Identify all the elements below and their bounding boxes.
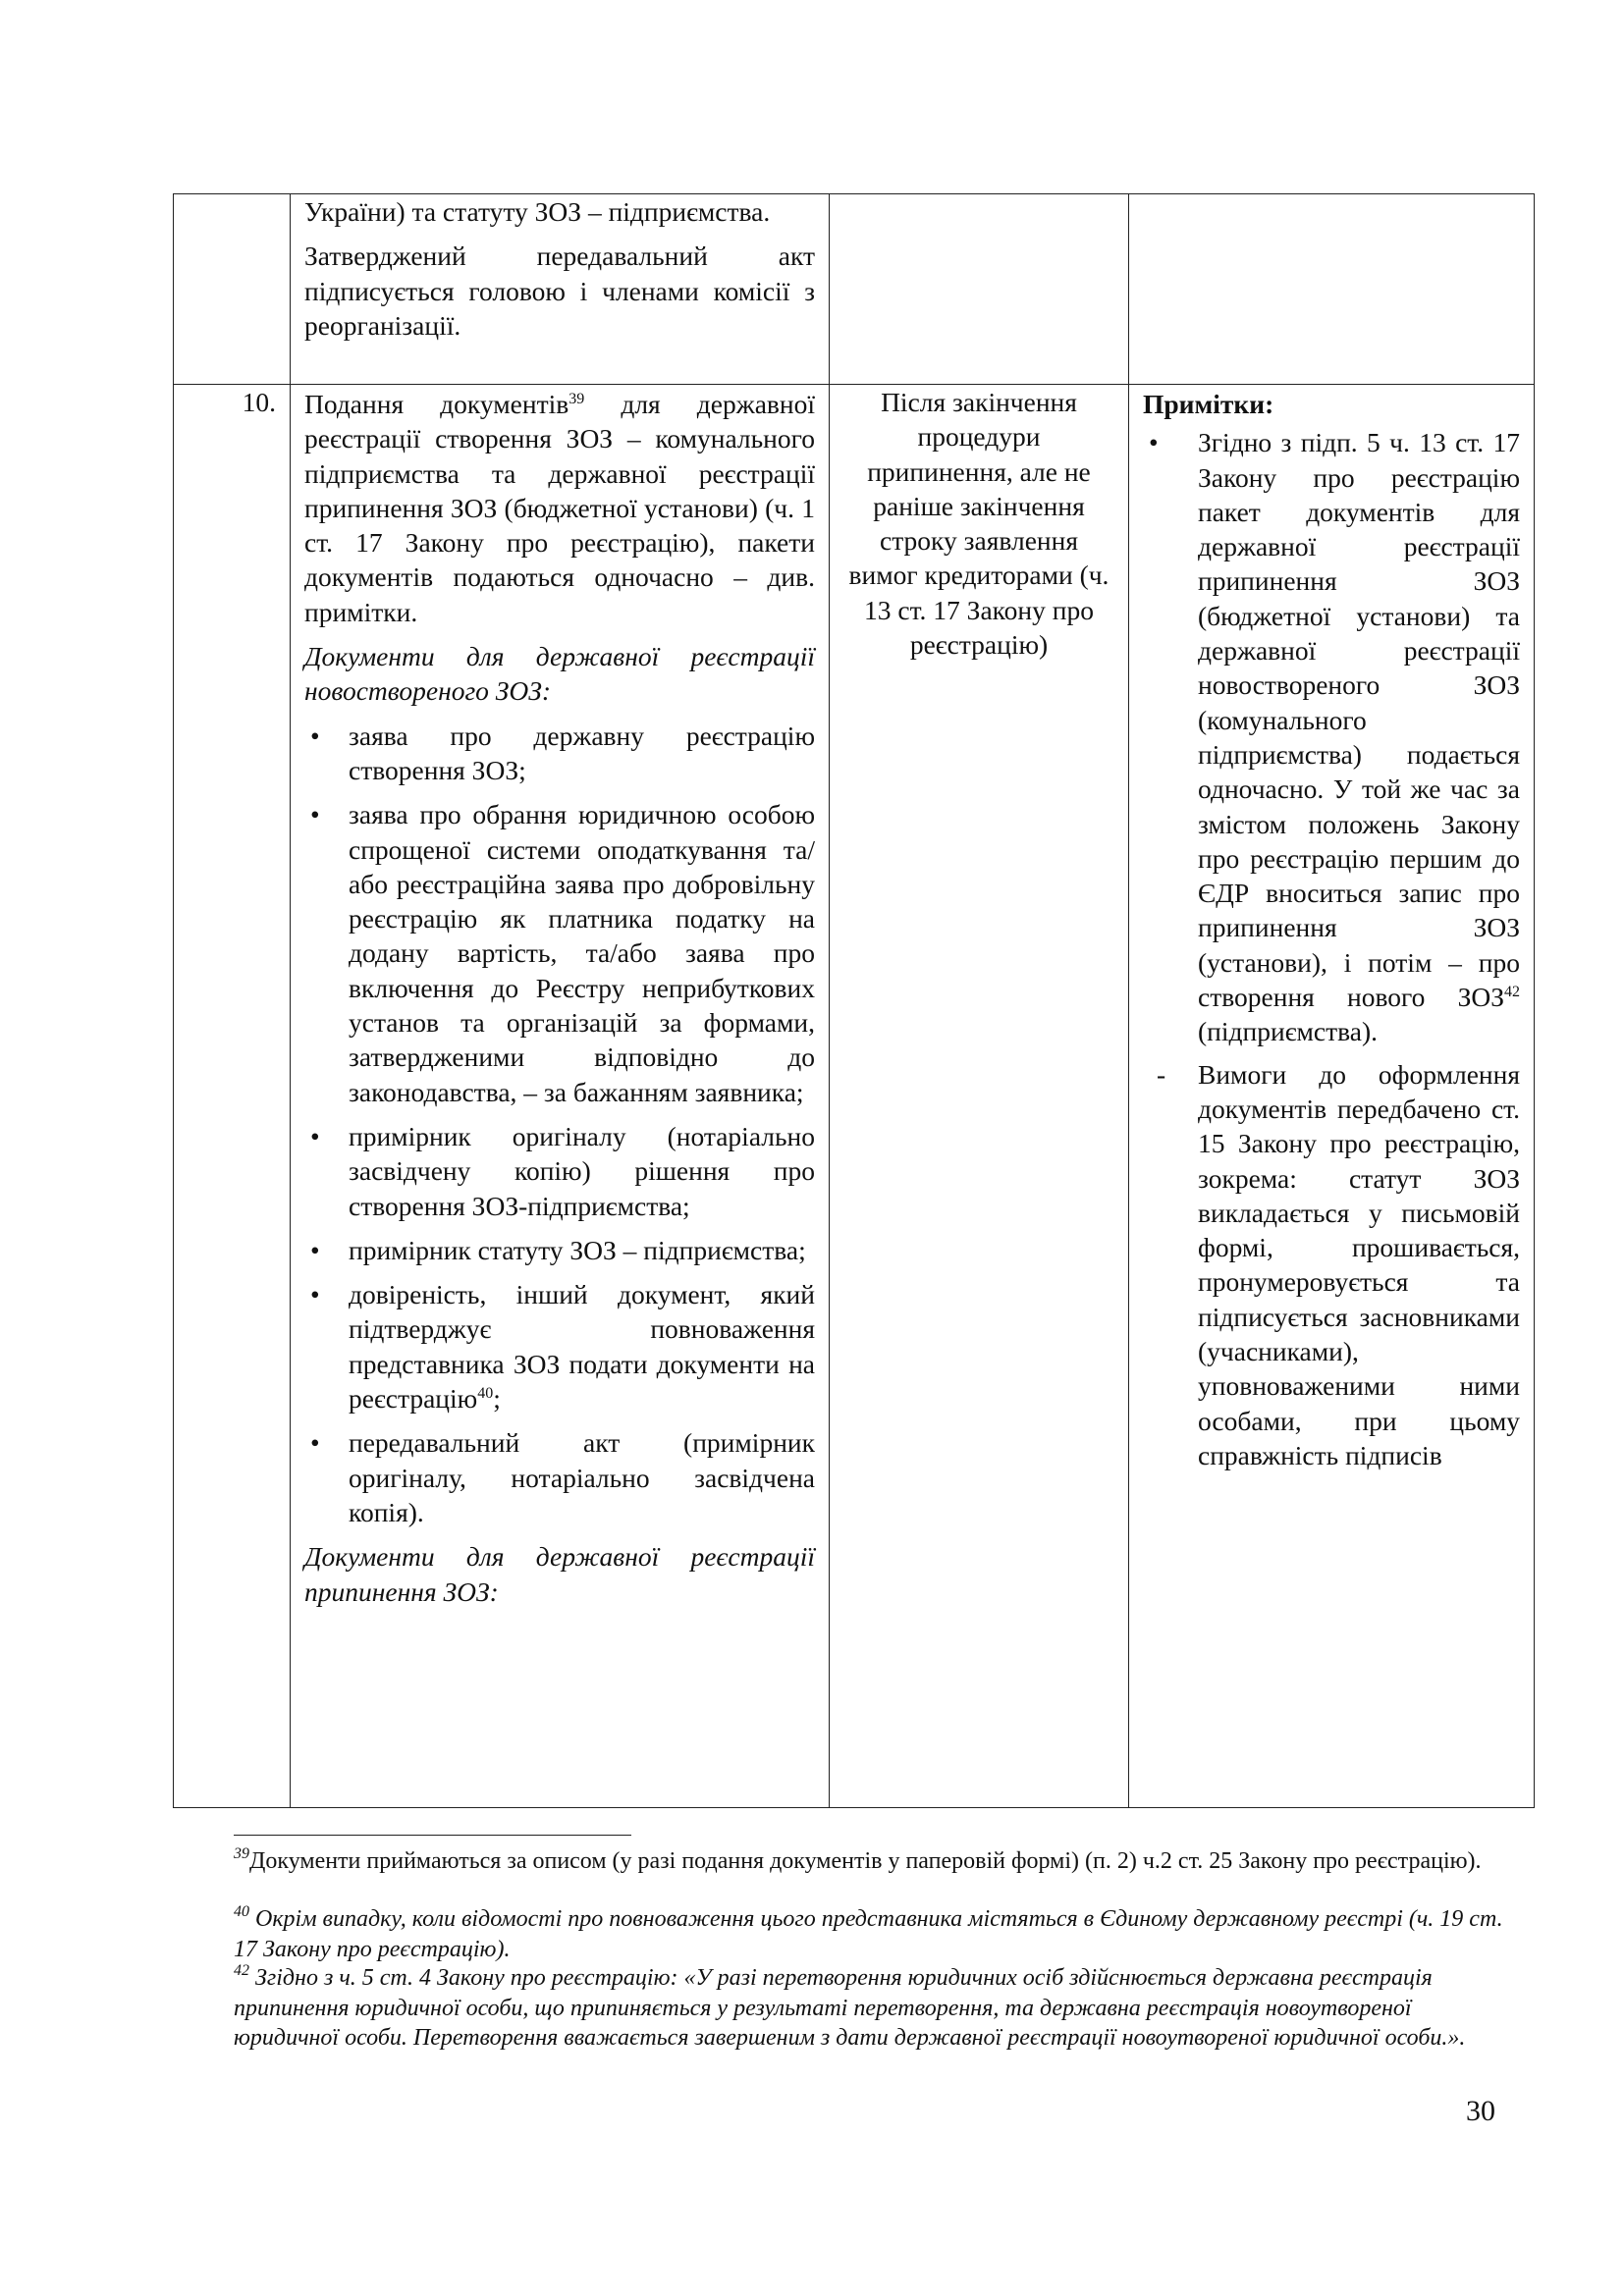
footnote: $^{42}$ Згідно з ч. 5 ст. 4 Закону про реєстрацію: «У разі перетворення юридичних осіб здійснюється державна реєстрація припинення юридичної особи, що припиняється у результаті перетворення, та державна реєстрація новоутвореної юридичної особи. Перетворення вважається завершеним з дати державної реєстрації новоутвореної юридичної особи.». [234, 1962, 1466, 2051]
footnote: $^{40}$ Окрім випадку, коли відомості про повноваження цього представника містяться в Єдиному державному реєстрі (ч. 19 ст. 17 Закону про реєстрацію). [234, 1903, 1503, 1962]
description-cell [291, 385, 830, 1808]
footnote: $^{39}$Документи приймаються за описом (у разі подання документів у паперовій формі) (п. 2) ч.2 ст. 25 Закону про реєстрацію). [234, 1845, 1482, 1874]
row-number-cell [174, 194, 291, 385]
paragraph: України) та статуту ЗОЗ – підприємства. [304, 196, 771, 227]
notes-title: Примітки: [1143, 389, 1274, 419]
footnote-mark: 39 [234, 1845, 249, 1862]
list-item: • примірник оригіналу (нотаріально засвідчену копію) рішення про створення ЗОЗ-підприємства; [304, 1119, 815, 1223]
footnote-mark: 42 [234, 1962, 249, 1979]
list-item: - Вимоги до оформлення документів передбачено ст. 15 Закону про реєстрацію, зокрема: статут ЗОЗ викладається у письмовій формі, прошивається, пронумеровується та підписується засновниками (учасниками), уповноваженими ними особами, при цьому справжність підписів [1143, 1057, 1520, 1473]
document-list [304, 719, 815, 1530]
paragraph: Подання документів$^{39}$ для державної реєстрації створення ЗОЗ – комунального підприємства та державної реєстрації припинення ЗОЗ (бюджетної установи) (ч. 1 ст. 17 Закону про реєстрацію), пакети документів подаються одночасно – див. примітки. [304, 389, 816, 627]
table-row [174, 194, 1535, 385]
row-number: 10. [242, 387, 276, 417]
deadline-text: Після закінчення процедури припинення, але не раніше закінчення строку заявлення вимог кредиторами (ч. 13 ст. 17 Закону про реєстрацію) [848, 387, 1110, 661]
section-heading: Документи для державної реєстрації новоствореного ЗОЗ: [304, 641, 815, 707]
deadline-cell [830, 385, 1129, 1808]
description-cell [291, 194, 830, 385]
notes-cell [1129, 385, 1535, 1808]
footnote-ref: 42 [1504, 984, 1520, 1001]
paragraph: Затверджений передавальний акт підписується головою і членами комісії з реорганізації. [304, 240, 815, 341]
notes-cell [1129, 194, 1535, 385]
footnote-separator [234, 1835, 631, 1836]
footnote-mark: 40 [234, 1903, 249, 1920]
list-item: • довіреність, інший документ, який підтверджує повноваження представника ЗОЗ подати документи на реєстрацію$^{40}$; [304, 1277, 815, 1415]
list-item: • Згідно з підп. 5 ч. 13 ст. 17 Закону про реєстрацію пакет документів для державної реєстрації припинення ЗОЗ (бюджетної установи) та державної реєстрації новоствореного ЗОЗ (комунального підприємства) подається одночасно. У той же час за змістом положень Закону про реєстрацію першим до ЄДР вноситься запис про припинення ЗОЗ (установи), і потім – про створення нового ЗОЗ$^{42}$ (підприємства). [1143, 425, 1520, 1048]
page-number: 30 [1466, 2095, 1495, 2127]
footnote-ref: 39 [568, 391, 585, 407]
row-number-cell [174, 385, 291, 1808]
procedure-table [173, 193, 1535, 1808]
footnote-ref: 40 [477, 1385, 494, 1403]
section-heading: Документи для державної реєстрації припинення ЗОЗ: [304, 1541, 815, 1607]
list-item: • заява про державну реєстрацію створення ЗОЗ; [304, 719, 815, 788]
list-item: • заява про обрання юридичною особою спрощеної системи оподаткування та/або реєстраційна заява про добровільну реєстрацію як платника податку на додану вартість, та/або заява про включення до Реєстру неприбуткових установ та організацій за формами, затвердженими відповідно до законодавства, – за бажанням заявника; [304, 797, 815, 1109]
list-item: • примірник статуту ЗОЗ – підприємства; [304, 1233, 815, 1267]
deadline-cell [830, 194, 1129, 385]
notes-list [1143, 425, 1520, 1048]
list-item: • передавальний акт (примірник оригіналу, нотаріально засвідчена копія). [304, 1425, 815, 1529]
table-row [174, 385, 1535, 1808]
